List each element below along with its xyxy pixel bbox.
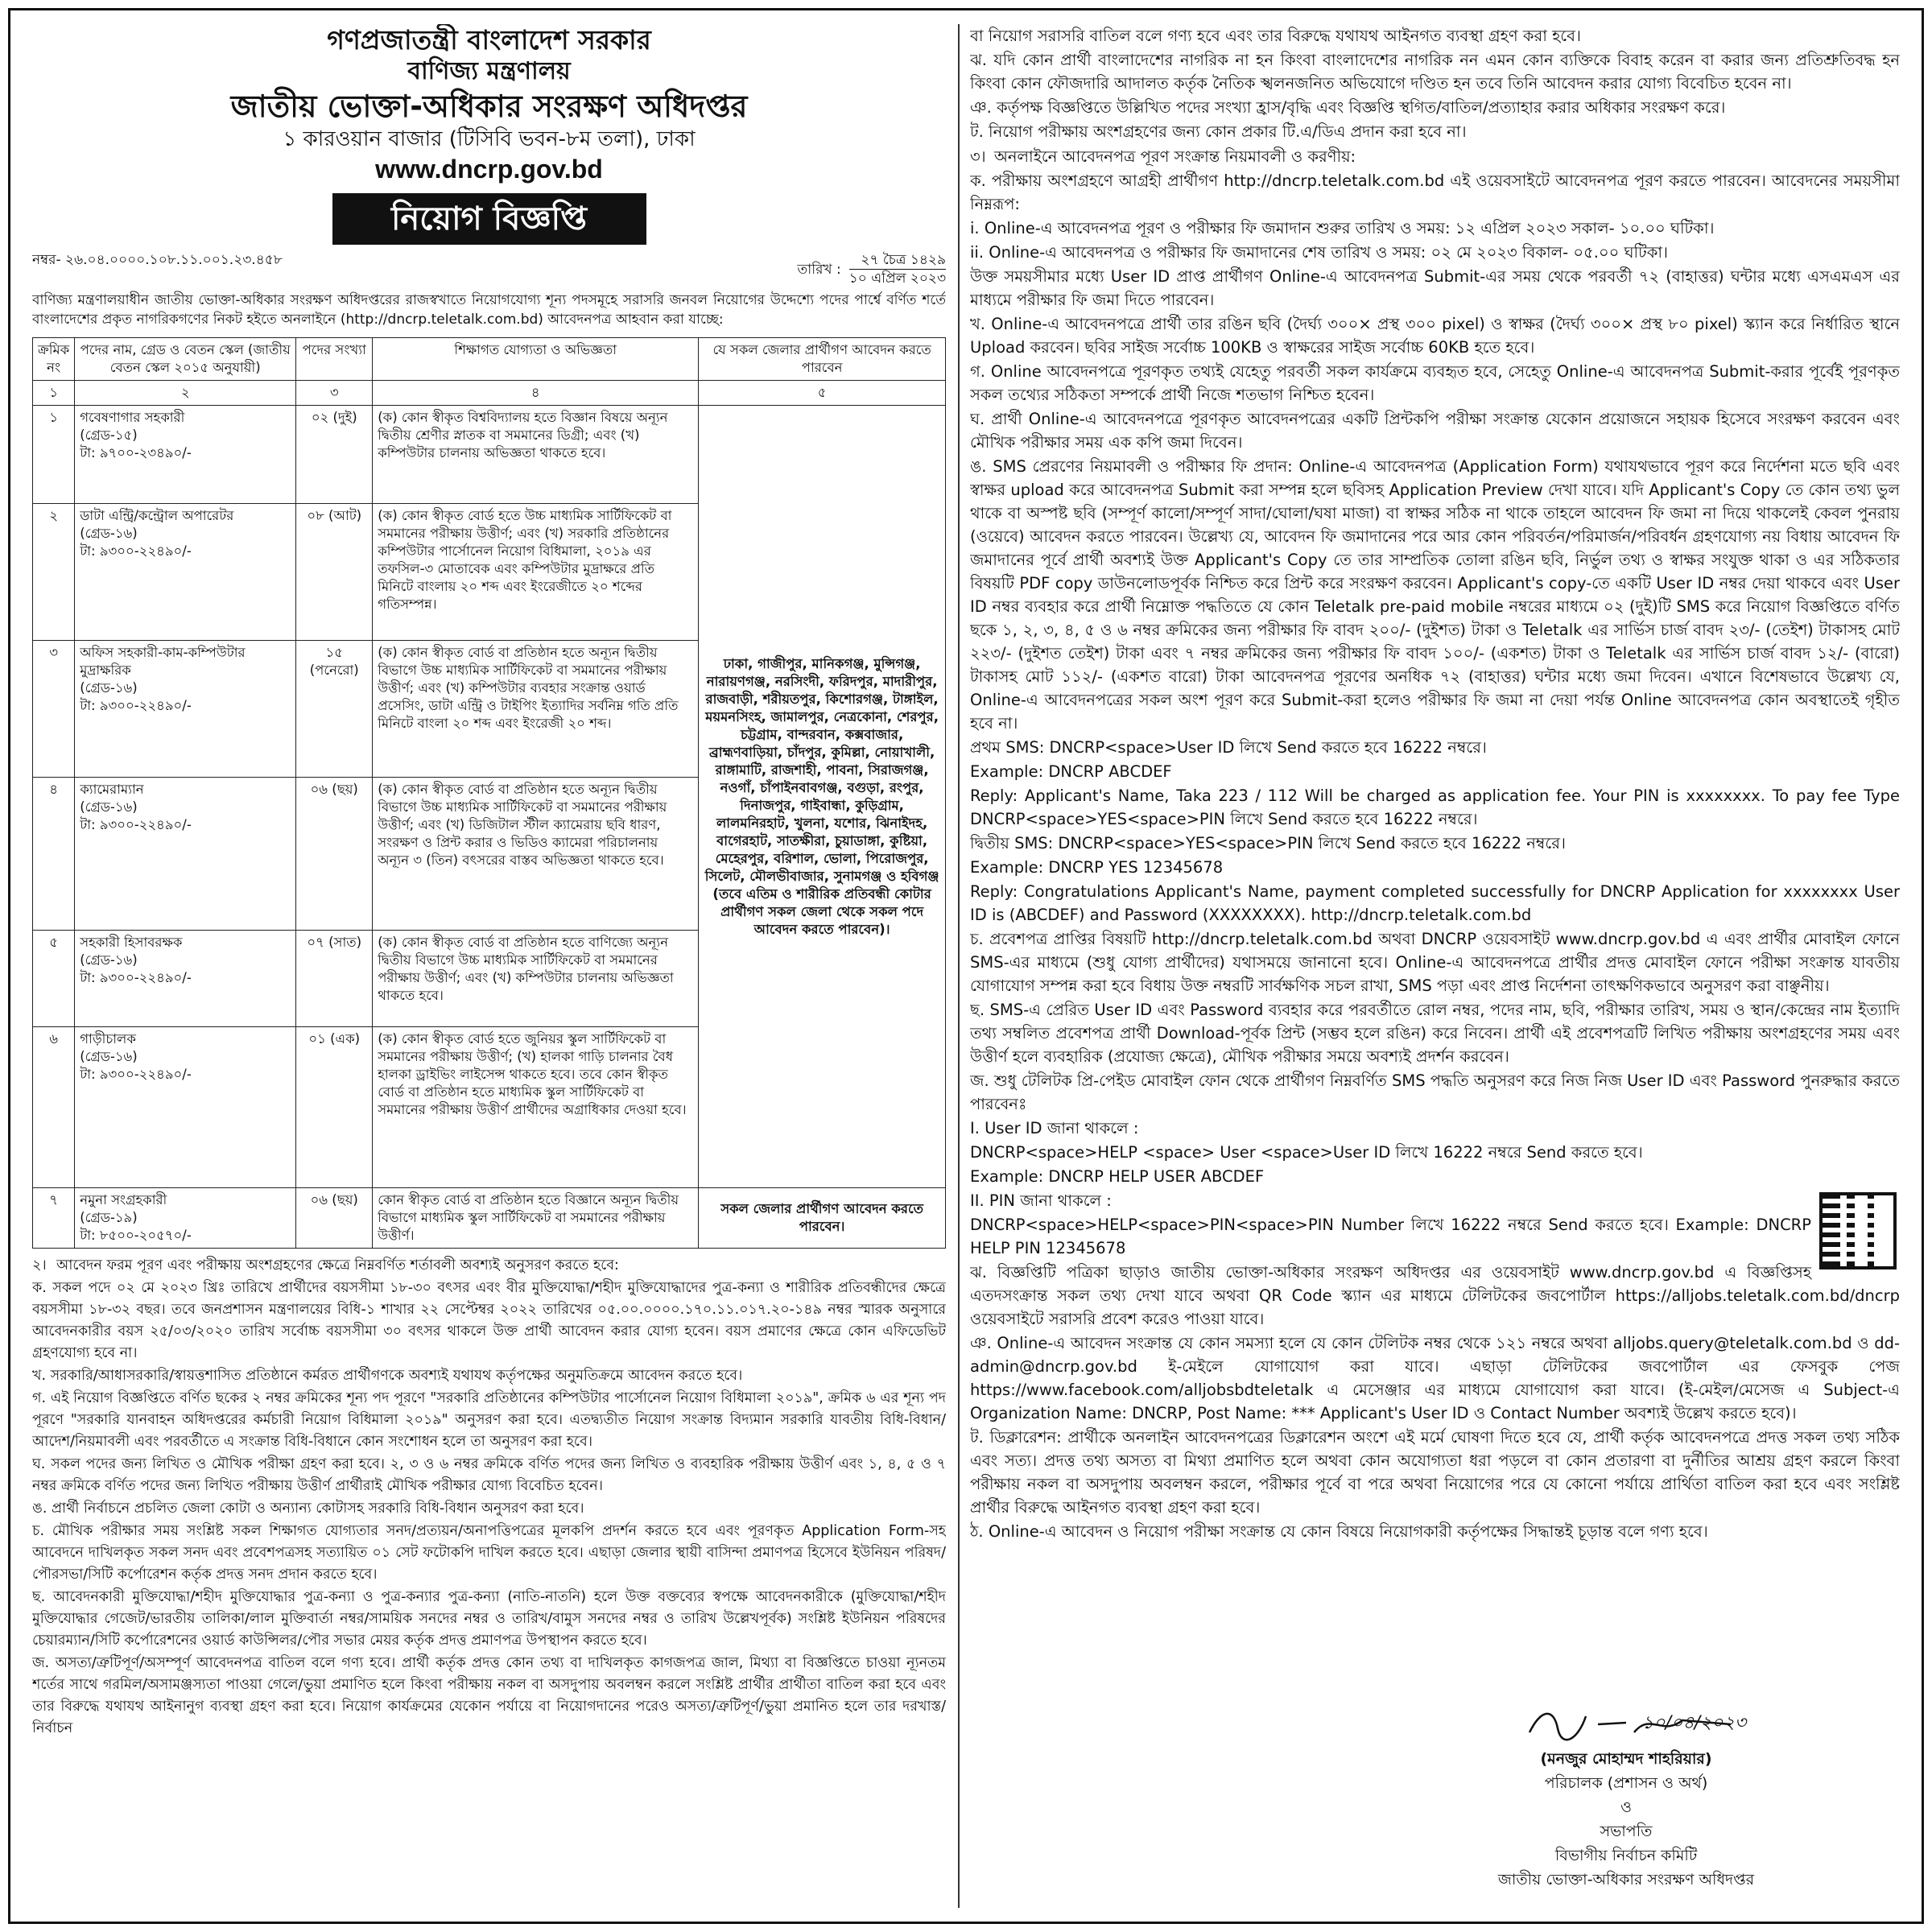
sms-reply: Reply: Congratulations Applicant's Name, payment completed successfully for DNCRP Application for xxxxxxxx User ID is (ABCDEF) and Password (XXXXXXXX). http://dncrp.teletalk.com.bd xyxy=(970,882,1900,924)
row-serial: ৬ xyxy=(33,1027,75,1188)
right-column xyxy=(970,24,1900,1908)
memo-number: নম্বর- ২৬.০৪.০০০০.১০৮.১১.০০১.২৩.৪৫৮ xyxy=(32,252,283,268)
gov-title: গণপ্রজাতন্ত্রী বাংলাদেশ সরকার xyxy=(327,24,651,56)
condition-item: বা নিয়োগ সরাসরি বাতিল বলে গণ্য হবে এবং তার বিরুদ্ধে যথাযথ আইনগত ব্যবস্থা গ্রহণ করা হবে। xyxy=(970,27,1581,45)
website: www.dncrp.gov.bd xyxy=(375,155,603,184)
th-post: পদের নাম, গ্রেড ও বেতন স্কেল (জাতীয় বেতন স্কেল ২০১৫ অনুযায়ী) xyxy=(75,338,296,381)
department-title: জাতীয় ভোক্তা-অধিকার সংরক্ষণ অধিদপ্তর xyxy=(230,89,748,124)
instruction-item: ছ. SMS-এ প্রেরিত User ID এবং Password ব্যবহার করে পরবর্তীতে রোল নম্বর, পদের নাম, ছবি, পরীক্ষার তারিখ, সময় ও স্থান/কেন্দ্রের নাম ইত্যাদি তথ্য সম্বলিত প্রবেশপত্র প্রার্থী Download-পূর্বক প্রিন্ট (সম্ভব হলে রঙিন) করে নিবেন। প্রার্থী এই প্রবেশপত্রটি লিখিত পরীক্ষায় অংশগ্রহণের সময় এবং উত্তীর্ণ হলে ব্যবহারিক (প্রযোজ্য ক্ষেত্রে), মৌখিক পরীক্ষার সময়ে অবশ্যই প্রদর্শন করবেন। xyxy=(970,1001,1900,1066)
sms-instruction: DNCRP<space>HELP<space>PIN<space>PIN Number লিখে 16222 নম্বরে Send করতে হবে। Example: DNCRP HELP PIN 12345678 xyxy=(970,1216,1811,1257)
condition-item: ঘ. সকল পদের জন্য লিখিত ও মৌখিক পরীক্ষা গ্রহণ করা হবে। ২, ৩ ও ৬ নম্বর ক্রমিকে বর্ণিত পদের জন্য লিখিত ও ব্যবহারিক পরীক্ষায় উত্তীর্ণ এবং ১, ৪, ৫ ও ৭ নম্বর ক্রমিকে বর্ণিত পদের জন্য লিখিত পরীক্ষায় উত্তীর্ণ প্রার্থীরাই মৌখিক পরীক্ষার যোগ্য বিবেচিত হবেন। xyxy=(32,1456,946,1494)
instruction-item: ঠ. Online-এ আবেদন ও নিয়োগ পরীক্ষা সংক্রান্ত যে কোন বিষয়ে নিয়োগকারী কর্তৃপক্ষের সিদ্ধান্তই চূড়ান্ত বলে গণ্য হবে। xyxy=(970,1522,1708,1541)
col-number: ৪ xyxy=(373,381,699,406)
instruction-item: জ. শুধু টেলিটক প্রি-পেইড মোবাইল ফোন থেকে প্রার্থীগণ নিম্নবর্ণিত SMS পদ্ধতি অনুসরণ করে নিজ নিজ User ID এবং Password পুনরুদ্ধার করতে পারবেনঃ xyxy=(970,1071,1900,1113)
section-3-title xyxy=(970,145,1900,168)
row-serial: ২ xyxy=(33,504,75,641)
post-grade: (গ্রেড-১৯) xyxy=(80,1210,138,1225)
col-number: ২ xyxy=(75,381,296,406)
condition-item: ছ. আবেদনকারী মুক্তিযোদ্ধা/শহীদ মুক্তিযোদ্ধার পুত্র-কন্যা ও পুত্র-কন্যার পুত্র-কন্যা (নাতি-নাতনি) হলে উক্ত বক্তব্যের স্বপক্ষে আবেদনকারীকে (মুক্তিযোদ্ধা/শহীদ মুক্তিযোদ্ধার গেজেট/ভারতীয় তালিকা/লাল মুক্তিবার্তা নম্বর/সাময়িক সনদের নম্বর ও তারিখ/বামুস সনদের নম্বর ও তারিখ উল্লেখপূর্বক) সংশ্লিষ্ট ইউনিয়ন পরিষদের চেয়ারম্যান/সিটি কর্পোরেশনের ওয়ার্ড কাউন্সিলর/পৌর সভার মেয়র কর্তৃক প্রদত্ত প্রমাণপত্র উপস্থাপন করতে হবে। xyxy=(32,1589,946,1649)
post-scale: টা: ৯৩০০-২২৪৯০/- xyxy=(80,970,192,985)
row-serial: ৫ xyxy=(33,931,75,1027)
instruction-item: চ. প্রবেশপত্র প্রাপ্তির বিষয়টি http://dncrp.teletalk.com.bd অথবা DNCRP ওয়েবসাইট www.dncrp.gov.bd এ এবং প্রার্থীর মোবাইল ফোনে SMS-এর মাধ্যমে (শুধু যোগ্য প্রার্থীদের) যথাসময়ে জানানো হবে। Online-এ আবেদনপত্রে প্রার্থীর প্রদত্ত মোবাইল ফোনে পরীক্ষা সংক্রান্ত যাবতীয় যোগাযোগ সম্পন্ন করা হবে বিধায় উক্ত নম্বরটি সার্বক্ষণিক সচল রাখা, SMS পড়া এবং প্রাপ্ত নির্দেশনা তাৎক্ষণিকভাবে অনুসরণ করা বাঞ্ছনীয়। xyxy=(970,930,1900,995)
instruction-item: ঞ. Online-এ আবেদন সংক্রান্ত যে কোন সমস্যা হলে যে কোন টেলিটক নম্বর থেকে ১২১ নম্বরে অথবা alljobs.query@teletalk.com.bd ও dd-admin@dncrp.gov.bd ই-মেইলে যোগাযোগ করা যাবে। এছাড়া টেলিটকের জবপোর্টাল এর ফেসবুক পেজ https://www.facebook.com/alljobsbdteletalk এ মেসেঞ্জার এর মাধ্যমে যোগাযোগ করা যাবে। (ই-মেইল/মেসেজ এ Subject-এ Organization Name: DNCRP, Post Name: *** Applicant's User ID ও Contact Number অবশ্যই উল্লেখ করতে হবে)। xyxy=(970,1334,1900,1422)
address: ১ কারওয়ান বাজার (টিসিবি ভবন-৮ম তলা), ঢাকা xyxy=(283,127,696,151)
post-name: অফিস সহকারী-কাম-কম্পিউটার মুদ্রাক্ষরিক xyxy=(80,645,246,678)
row-serial: ১ xyxy=(33,406,75,504)
row-count: ০১ (এক) xyxy=(296,1027,373,1188)
row-qualification: (ক) কোন স্বীকৃত বোর্ড বা প্রতিষ্ঠান হতে বাণিজ্যে অন্যূন দ্বিতীয় বিভাগে উচ্চ মাধ্যমিক সার্টিফিকেট বা সমমানের পরীক্ষায় উত্তীর্ণ; এবং (খ) কম্পিউটার চালনায় অভিজ্ঞতা থাকতে হবে। xyxy=(373,931,699,1027)
row-serial: ৭ xyxy=(33,1188,75,1249)
table-row xyxy=(33,1188,946,1249)
row-post xyxy=(75,931,296,1027)
condition-item: ঞ. কর্তৃপক্ষ বিজ্ঞপ্তিতে উল্লিখিত পদের সংখ্যা হ্রাস/বৃদ্ধি এবং বিজ্ঞপ্তি স্থগিত/বাতিল/প্রত্যাহার করার অধিকার সংরক্ষণ করে। xyxy=(970,98,1726,117)
sms-example: Example: DNCRP HELP USER ABCDEF xyxy=(970,1167,1265,1186)
signature-block xyxy=(1401,1700,1852,1892)
date-english: ১০ এপ্রিল ২০২৩ xyxy=(848,270,946,287)
condition-item: গ. এই নিয়োগ বিজ্ঞপ্তিতে বর্ণিত ছকের ২ নম্বর ক্রমিকের শূন্য পদ পূরণে "সরকারি প্রতিষ্ঠানের কম্পিউটার পার্সোনেল নিয়োগ বিধিমালা ২০১৯", ক্রমিক ৬ এর শূন্য পদ পূরণে "সরকারি যানবাহন অধিদপ্তরের কর্মচারী নিয়োগ বিধিমালা ২০১৯" অনুসরণ করা হবে। এতদ্ব্যতীত নিয়োগ সংক্রান্ত বিদ্যমান সরকারি যাবতীয় বিধি-বিধান/আদেশ/নিয়মাবলী এবং পরবর্তীতে এ সংক্রান্ত বিধি-বিধানে কোন সংশোধন হলে তা অনুসরণ করা হবে। xyxy=(32,1390,946,1450)
qr-code-icon[interactable] xyxy=(1819,1192,1897,1269)
condition-item: জ. অসত্য/ত্রুটিপূর্ণ/অসম্পূর্ণ আবেদনপত্র বাতিল বলে গণ্য হবে। প্রার্থী কর্তৃক প্রদত্ত কোন তথ্য বা দাখিলকৃত কাগজপত্র জাল, মিথ্যা বা বিজ্ঞপ্তিতে চাওয়া ন্যূনতম শর্তের সাথে গরমিল/অসামঞ্জস্যতা পাওয়া গেলে/ভুয়া প্রমাণিত হলে কিংবা পরীক্ষায় নকল বা অসদুপায় অবলম্বন করলে সংশ্লিষ্ট প্রার্থীর প্রার্থীতা বাতিল করা হবে এবং তার বিরুদ্ধে যথাযথ আইনানুগ ব্যবস্থা গ্রহণ করা হবে। নিয়োগ কার্যক্রমের যেকোন পর্যায়ে বা নিয়োগদানের পরেও অসত্য/ত্রুটিপূর্ণ/ভুয়া প্রমানিত হলে তার দরখাস্ত/নির্বাচন xyxy=(32,1655,946,1736)
ministry-title: বাণিজ্য মন্ত্রণালয় xyxy=(407,57,571,85)
instruction-item: গ. Online আবেদনপত্রে পূরণকৃত তথ্যই যেহেতু পরবর্তী সকল কার্যক্রমে ব্যবহৃত হবে, সেহেতু Online-এ আবেদনপত্র Submit-করার পূর্বেই পূরণকৃত সকল তথ্যের সঠিকতা সম্পর্কে প্রার্থী নিজে শতভাগ নিশ্চিত হবেন। xyxy=(970,362,1900,404)
sms-reply: Reply: Applicant's Name, Taka 223 / 112 Will be charged as application fee. Your PIN is xxxxxxxx. To pay fee Type DNCRP<space>YES<space>PIN লিখে Send করতে হবে 16222 নম্বরে। xyxy=(970,786,1900,828)
instruction-item: খ. Online-এ আবেদনপত্রে প্রার্থী তার রঙিন ছবি (দৈর্ঘ্য ৩০০× প্রস্থ ৩০০ pixel) ও স্বাক্ষর (দৈর্ঘ্য ৩০০× প্রস্থ ৮০ pixel) স্ক্যান করে নির্ধারিত স্থানে Upload করবেন। ছবির সাইজ সর্বোচ্চ 100KB ও স্বাক্ষরের সাইজ সর্বোচ্চ 60KB হতে হবে। xyxy=(970,315,1900,357)
post-scale: টা: ৯৩০০-২২৪৯০/- xyxy=(80,1067,192,1082)
row-qualification: (ক) কোন স্বীকৃত বোর্ড হতে উচ্চ মাধ্যমিক সার্টিফিকেট বা সমমানের পরীক্ষায় উত্তীর্ণ; এবং (খ) সরকারি প্রতিষ্ঠানের কম্পিউটার পার্সোনেল নিয়োগ বিধিমালা, ২০১৯ এর তফসিল-৩ মোতাবেক এবং কম্পিউটার মুদ্রাক্ষরে প্রতি মিনিটে বাংলায় ২০ শব্দ এবং ইংরেজীতে ২০ শব্দের গতিসম্পন্ন। xyxy=(373,504,699,641)
th-qualification: শিক্ষাগত যোগ্যতা ও অভিজ্ঞতা xyxy=(373,338,699,381)
condition-item: ঙ. প্রার্থী নির্বাচনে প্রচলিত জেলা কোটা ও অন্যান্য কোটাসহ সরকারি বিধি-বিধান অনুসরণ করা হবে। xyxy=(32,1501,584,1517)
row-post xyxy=(75,406,296,504)
date-block xyxy=(798,251,946,287)
all-districts-cell: সকল জেলার প্রার্থীগণ আবেদন করতে পারবেন। xyxy=(699,1188,946,1249)
condition-item: ঝ. যদি কোন প্রার্থী বাংলাদেশের নাগরিক না হন কিংবা বাংলাদেশের নাগরিক নন এমন কোন ব্যক্তিকে বিবাহ করেন বা করার জন্য প্রতিশ্রুতিবদ্ধ হন কিংবা কোন ফৌজদারি আদালত কর্তৃক নৈতিক স্খলনজনিত অভিযোগে দণ্ডিত হন তবে তিনি আবেদন করার যোগ্য বিবেচিত হবেন না। xyxy=(970,51,1900,93)
table-row xyxy=(33,406,946,504)
recovery-heading: II. PIN জানা থাকলে : xyxy=(970,1191,1112,1210)
row-qualification: (ক) কোন স্বীকৃত বোর্ড বা প্রতিষ্ঠান হতে অন্যূন দ্বিতীয় বিভাগে উচ্চ মাধ্যমিক সার্টিফিকেট বা সমমানের পরীক্ষায় উত্তীর্ণ; এবং (খ) কম্পিউটার ব্যবহার সংক্রান্ত ওয়ার্ড প্রসেসিং, ডাটা এন্ট্রি ও টাইপিং ইত্যাদির সর্বনিম্ন গতি প্রতি মিনিটে বাংলা ২০ শব্দ এবং ইংরেজী ২০ শব্দ। xyxy=(373,641,699,778)
th-count: পদের সংখ্যা xyxy=(296,338,373,381)
table-number-row xyxy=(33,381,946,406)
sms-example: Example: DNCRP ABCDEF xyxy=(970,762,1172,781)
vacancy-table xyxy=(32,337,946,1249)
post-name: গবেষণাগার সহকারী xyxy=(80,410,185,425)
column-divider xyxy=(958,24,960,1908)
condition-item: ক. সকল পদে ০২ মে ২০২৩ খ্রিঃ তারিখে প্রার্থীদের বয়সসীমা ১৮-৩০ বৎসর এবং বীর মুক্তিযোদ্ধা/শহীদ মুক্তিযোদ্ধাদের পুত্র-কন্যা ও শারীরিক প্রতিবন্ধীদের ক্ষেত্রে বয়সসীমা ১৮-৩২ বছর। তবে জনপ্রশাসন মন্ত্রণালয়ের বিধি-১ শাখার ২২ সেপ্টেম্বর ২০২২ তারিখের ০৫.০০.০০০০.১৭০.১১.০১৭.২০-১৪৯ নম্বর স্মারক অনুসারে আবেদনকারীর বয়স ২৫/০৩/২০২০ তারিখ সর্বোচ্চ বয়সসীমা ৩০ বৎসর থাকলে উক্ত প্রার্থী আবেদন করার যোগ্য হবেন। বয়স প্রমাণের ক্ষেত্রে কোন এফিডেভিট গ্রহণযোগ্য হবে না। xyxy=(32,1280,946,1361)
dates xyxy=(849,251,946,287)
instruction-item: ii. Online-এ আবেদনপত্র ও পরীক্ষার ফি জমাদানের শেষ তারিখ ও সময়: ০২ মে ২০২৩ বিকাল- ০৫.০০ ঘটিকা। xyxy=(970,243,1669,262)
recovery-heading: I. User ID জানা থাকলে : xyxy=(970,1119,1139,1137)
row-qualification: (ক) কোন স্বীকৃত বোর্ড বা প্রতিষ্ঠান হতে অন্যূন দ্বিতীয় বিভাগে উচ্চ মাধ্যমিক সার্টিফিকেট বা সমমানের পরীক্ষায় উত্তীর্ণ; এবং (খ) ডিজিটাল স্টীল ক্যামেরায় ছবি ধারণ, সংরক্ষণ ও প্রিন্ট করার ও ভিডিও ক্যামেরা পরিচালনায় অন্যূন ৩ (তিন) বৎসরের বাস্তব অভিজ্ঞতা থাকতে হবে। xyxy=(373,778,699,931)
row-count: ০৬ (ছয়) xyxy=(296,1188,373,1249)
th-districts: যে সকল জেলার প্রার্থীগণ আবেদন করতে পারবেন xyxy=(699,338,946,381)
row-count: ১৫ (পনেরো) xyxy=(296,641,373,778)
row-post xyxy=(75,1188,296,1249)
organization-name: জাতীয় ভোক্তা-অধিকার সংরক্ষণ অধিদপ্তর xyxy=(1497,1871,1755,1889)
row-serial: ৪ xyxy=(33,778,75,931)
post-name: নমুনা সংগ্রহকারী xyxy=(80,1192,167,1208)
col-number: ৩ xyxy=(296,381,373,406)
row-count: ০৮ (আট) xyxy=(296,504,373,641)
instruction-item: ঘ. প্রার্থী Online-এ আবেদনপত্রে পূরণকৃত আবেদনপত্রের একটি প্রিন্টকপি পরীক্ষা সংক্রান্ত যেকোন প্রয়োজনে সহায়ক হিসেবে সংরক্ষণ করবেন এবং মৌখিক পরীক্ষার সময় এক কপি জমা দিবেন। xyxy=(970,410,1900,452)
post-scale: টা: ৮৫০০-২০৫৭০/- xyxy=(80,1228,192,1243)
signatory-role: সভাপতি xyxy=(1600,1823,1653,1840)
row-count: ০৭ (সাত) xyxy=(296,931,373,1027)
section-title: আবেদন ফরম পূরণ এবং পরীক্ষায় অংশগ্রহণের ক্ষেত্রে নিম্নবর্ণিত শর্তাবলী অবশ্যই অনুসরণ করতে হবে: xyxy=(56,1257,619,1274)
section-2-title xyxy=(32,1255,946,1277)
date-label: তারিখ : xyxy=(797,261,841,278)
post-grade: (গ্রেড-১৫) xyxy=(80,427,138,443)
condition-item: চ. মৌখিক পরীক্ষার সময় সংশ্লিষ্ট সকল শিক্ষাগত যোগ্যতার সনদ/প্রত্যয়ন/অনাপত্তিপত্রের মূলকপি প্রদর্শন করতে হবে এবং পূরণকৃত Application Form-সহ আবেদনে দাখিলকৃত সকল সনদ এবং প্রবেশপত্রসহ সত্যায়িত ০১ সেট ফটোকপি দাখিল করতে হবে। এছাড়া জেলার স্থায়ী বাসিন্দা প্রমাণপত্র হিসেবে ইউনিয়ন পরিষদ/পৌরসভা/সিটি কর্পোরেশন কর্তৃক প্রদত্ত সনদ প্রদান করতে হবে। xyxy=(32,1523,946,1583)
post-name: সহকারী হিসাবরক্ষক xyxy=(80,935,183,950)
post-scale: টা: ৯৩০০-২২৪৯০/- xyxy=(80,543,192,559)
post-grade: (গ্রেড-১৬) xyxy=(80,526,138,541)
post-grade: (গ্রেড-১৬) xyxy=(80,680,138,696)
instruction-item: ঙ. SMS প্রেরণের নিয়মাবলী ও পরীক্ষার ফি প্রদান: Online-এ আবেদনপত্র (Application Form) যথাযথভাবে পূরণ করে নির্দেশনা মতে ছবি এবং স্বাক্ষর upload করে আবেদনপত্র Submit করা সম্পন্ন হলে ছবিসহ Application Preview দেখা যাবে। যদি Applicant's Copy তে কোন তথ্য ভুল থাকে বা অস্পষ্ট ছবি (সম্পূর্ণ কালো/সম্পূর্ণ সাদা/ঘোলা/ঘষা মাজা) বা স্বাক্ষর সঠিক না থাকে তাহলে আবেদন ফি জমা না দিয়ে থাকলেই কেবল পুনরায় (ওয়েবে) আবেদন করতে পারবেন। উল্লেখ্য যে, আবেদন ফি জমাদানের পরে আর কোন পরিবর্তন/পরিমার্জন/পরিবর্ধন গ্রহণযোগ্য নয় বিধায় আবেদন ফি জমাদানের পূর্বে প্রার্থী অবশ্যই উক্ত Applicant's Copy তে তার সাম্প্রতিক তোলা রঙিন ছবি, নির্ভুল তথ্য ও স্বাক্ষর সংযুক্ত থাকা ও এর সঠিকতার বিষয়টি PDF copy ডাউনলোডপূর্বক নিশ্চিত করে প্রিন্ট করে সংরক্ষণ করবেন। Applicant's copy-তে একটি User ID নম্বর দেয়া থাকবে এবং User ID নম্বর ব্যবহার করে প্রার্থী নিম্নোক্ত পদ্ধতিতে যে কোন Teletalk pre-paid mobile নম্বরের মাধ্যমে ০২ (দুই)টি SMS করে নিয়োগ বিজ্ঞপ্তিতে বর্ণিত ছকে ১, ২, ৩, ৪, ৫ ও ৬ নম্বর ক্রমিকের জন্য পরীক্ষার ফি বাবদ ২০০/- (দুইশত) টাকা ও Teletalk এর সার্ভিস চার্জ বাবদ ২৩/- (তেইশ) টাকাসহ মোট ২২৩/- (দুইশত তেইশ) টাকা এবং ৭ নম্বর ক্রমিকের জন্য পরীক্ষার ফি বাবদ ১০০/- (একশত) টাকা ও Teletalk এর সার্ভিস চার্জ বাবদ ১২/- (বারো) টাকাসহ মোট ১১২/- (একশত বারো) টাকা আবেদনপত্র পূরণের অনধিক ৭২ (বাহাত্তর) ঘন্টার মধ্যে জমা দিবেন। এখানে বিশেষভাবে উল্লেখ্য যে, Online-এ আবেদনপত্রের সকল অংশ পূরণ করে Submit-করা হলেও পরীক্ষার ফি জমা না দেয়া পর্যন্ত Online আবেদনপত্র কোন অবস্থাতেই গৃহীত হবে না। xyxy=(970,457,1900,733)
post-grade: (গ্রেড-১৬) xyxy=(80,799,138,815)
date-bangla: ২৭ চৈত্র ১৪২৯ xyxy=(849,251,946,270)
section-number: ৩। xyxy=(970,147,986,166)
signature-date: ১০/০৪/২০২৩ xyxy=(1642,1713,1747,1733)
memo-row xyxy=(32,251,946,287)
row-post xyxy=(75,504,296,641)
post-scale: টা: ৯৩০০-২২৪৯০/- xyxy=(80,698,192,713)
row-qualification: (ক) কোন স্বীকৃত বিশ্ববিদ্যালয় হতে বিজ্ঞান বিষয়ে অন্যূন দ্বিতীয় শ্রেণীর স্নাতক বা সমমানের ডিগ্রী; এবং (খ) কম্পিউটার চালনায় অভিজ্ঞতা থাকতে হবে। xyxy=(373,406,699,504)
row-count: ০৬ (ছয়) xyxy=(296,778,373,931)
instruction-item: ঝ. বিজ্ঞপ্তিটি পত্রিকা ছাড়াও জাতীয় ভোক্তা-অধিকার সংরক্ষণ অধিদপ্তর এর ওয়েবসাইট www.dncrp.gov.bd এ বিজ্ঞপ্তিসহ এতদসংক্রান্ত সকল তথ্য দেখা যাবে অথবা QR Code স্ক্যান এর মাধ্যমে টেলিটকের জবপোর্টাল https://alljobs.teletalk.com.bd/dncrp ওয়েবসাইটে সরাসরি প্রবেশ করেও পাওয়া যাবে। xyxy=(970,1263,1900,1328)
sms-instruction: DNCRP<space>HELP <space> User <space>User ID লিখে 16222 নম্বরে Send করতে হবে। xyxy=(970,1143,1643,1162)
post-name: গাড়ীচালক xyxy=(80,1031,136,1046)
sms-instruction: প্রথম SMS: DNCRP<space>User ID লিখে Send করতে হবে 16222 নম্বরে। xyxy=(970,738,1487,757)
section-3 xyxy=(970,145,1900,1543)
post-scale: টা: ৯৩০০-২২৪৯০/- xyxy=(80,817,192,832)
conjunction: ও xyxy=(1620,1798,1632,1816)
condition-item: খ. সরকারি/আধাসরকারি/স্বায়ত্তশাসিত প্রতিষ্ঠানে কর্মরত প্রার্থীগণকে অবশ্যই যথাযথ কর্তৃপক্ষের অনুমতিক্রমে আবেদন করতে হবে। xyxy=(32,1368,743,1384)
instruction-item: ক. পরীক্ষায় অংশগ্রহণে আগ্রহী প্রার্থীগণ http://dncrp.teletalk.com.bd এই ওয়েবসাইটে আবেদনপত্র পূরণ করতে পারবেন। আবেদনের সময়সীমা নিম্নরূপ: xyxy=(970,171,1900,213)
post-name: ডাটা এন্ট্রি/কন্ট্রোল অপারেটর xyxy=(80,508,234,523)
signature-area xyxy=(1401,1700,1852,1747)
section-2 xyxy=(32,1255,946,1740)
row-post xyxy=(75,1027,296,1188)
qr-pattern xyxy=(1823,1195,1893,1266)
section-number: ২। xyxy=(32,1257,47,1274)
signatory-name: (মনজুর মোহাম্মদ শাহরিয়ার) xyxy=(1540,1750,1712,1768)
row-qualification: (ক) কোন স্বীকৃত বোর্ড হতে জুনিয়র স্কুল সার্টিফিকেট বা সমমানের পরীক্ষায় উত্তীর্ণ; (খ) হালকা গাড়ি চালনার বৈধ হালকা ড্রাইভিং লাইসেন্স থাকতে হবে। তবে কোন স্বীকৃত বোর্ড বা প্রতিষ্ঠান হতে মাধ্যমিক স্কুল সার্টিফিকেট বা সমমানের পরীক্ষায় উত্তীর্ণ প্রার্থীদের অগ্রাধিকার দেওয়া হবে। xyxy=(373,1027,699,1188)
districts-cell: ঢাকা, গাজীপুর, মানিকগঞ্জ, মুন্সিগঞ্জ, নারায়ণগঞ্জ, নরসিংদী, ফরিদপুর, মাদারীপুর, রাজবাড়ী, শরীয়তপুর, কিশোরগঞ্জ, টাঙ্গাইল, ময়মনসিংহ, জামালপুর, নেত্রকোনা, শেরপুর, চট্টগ্রাম, বান্দরবান, কক্সবাজার, ব্রাহ্মণবাড়িয়া, চাঁদপুর, কুমিল্লা, নোয়াখালী, রাঙ্গামাটি, রাজশাহী, পাবনা, সিরাজগঞ্জ, নওগাঁ, চাঁপাইনবাবগঞ্জ, বগুড়া, রংপুর, দিনাজপুর, গাইবান্ধা, কুড়িগ্রাম, লালমনিরহাট, খুলনা, যশোর, ঝিনাইদহ, বাগেরহাট, সাতক্ষীরা, চুয়াডাঙ্গা, কুষ্টিয়া, মেহেরপুর, বরিশাল, ভোলা, পিরোজপুর, সিলেট, মৌলভীবাজার, সুনামগঞ্জ ও হবিগঞ্জ (তবে এতিম ও শারীরিক প্রতিবন্ধী কোটার প্রার্থীগণ সকল জেলা থেকে সকল পদে আবেদন করতে পারবেন)। xyxy=(699,406,946,1188)
condition-item: ট. নিয়োগ পরীক্ষায় অংশগ্রহণের জন্য কোন প্রকার টি.এ/ডিএ প্রদান করা হবে না। xyxy=(970,122,1467,141)
instruction-item: i. Online-এ আবেদনপত্র পূরণ ও পরীক্ষার ফি জমাদান শুরুর তারিখ ও সময়: ১২ এপ্রিল ২০২৩ সকাল- ১০.০০ ঘটিকা। xyxy=(970,219,1715,237)
th-serial: ক্রমিক নং xyxy=(33,338,75,381)
post-grade: (গ্রেড-১৬) xyxy=(80,1049,138,1064)
sms-instruction: দ্বিতীয় SMS: DNCRP<space>YES<space>PIN লিখে Send করতে হবে 16222 নম্বরে। xyxy=(970,834,1566,852)
left-column xyxy=(32,24,946,1908)
section-title: অনলাইনে আবেদনপত্র পূরণ সংক্রান্ত নিয়মাবলী ও করণীয়: xyxy=(994,147,1356,166)
intro-paragraph: বাণিজ্য মন্ত্রণালয়াধীন জাতীয় ভোক্তা-অধিকার সংরক্ষণ অধিদপ্তরের রাজস্বখাতে নিয়োগযোগ্য শূন্য পদসমূহে সরাসরি জনবল নিয়োগের উদ্দেশ্যে পদের পার্শ্বে বর্ণিত শর্তে বাংলাদেশের প্রকৃত নাগরিকগণের নিকট হইতে অনলাইনে (http://dncrp.teletalk.com.bd) আবেদনপত্র আহবান করা যাচ্ছে: xyxy=(32,292,946,328)
post-grade: (গ্রেড-১৬) xyxy=(80,952,138,968)
instruction-item: ট. ডিক্লারেশন: প্রার্থীকে অনলাইন আবেদনপত্রের ডিক্লারেশন অংশে এই মর্মে ঘোষণা দিতে হবে যে, প্রার্থী কর্তৃক আবেদনপত্রে প্রদত্ত সকল তথ্য সঠিক এবং সত্য। প্রদত্ত তথ্য অসত্য বা মিথ্যা প্রমাণিত হলে অথবা কোন অযোগ্যতা ধরা পড়লে বা কোন প্রতারণা বা দুর্নীতির আশ্রয় গ্রহণ করলে কিংবা পরীক্ষায় নকল বা অসদুপায় অবলম্বন করলে, পরীক্ষার পূর্বে বা পরে অথবা নিয়োগের পরে যে কোনো পর্যায়ে প্রার্থিতা বাতিল করা হবে এবং সংশ্লিষ্ট প্রার্থীর বিরুদ্ধে আইনগত ব্যবস্থা গ্রহণ করা হবে। xyxy=(970,1428,1900,1517)
section-2-continued xyxy=(970,24,1900,143)
row-qualification: কোন স্বীকৃত বোর্ড বা প্রতিষ্ঠান হতে বিজ্ঞানে অন্যূন দ্বিতীয় বিভাগে মাধ্যমিক স্কুল সার্টিফিকেট বা সমমানের পরীক্ষায় উত্তীর্ণ। xyxy=(373,1188,699,1249)
row-serial: ৩ xyxy=(33,641,75,778)
row-post xyxy=(75,641,296,778)
post-name: ক্যামেরাম্যান xyxy=(80,782,144,797)
sms-example: Example: DNCRP YES 12345678 xyxy=(970,858,1224,877)
col-number: ১ xyxy=(33,381,75,406)
row-post xyxy=(75,778,296,931)
signatory-designation: পরিচালক (প্রশাসন ও অর্থ) xyxy=(1544,1774,1708,1792)
instruction-item: উক্ত সময়সীমার মধ্যে User ID প্রাপ্ত প্রার্থীগণ Online-এ আবেদনপত্র Submit-এর সময় থেকে পরবর্তী ৭২ (বাহাত্তর) ঘন্টার মধ্যে এসএমএস এর মাধ্যমে পরীক্ষার ফি জমা দিতে পারবেন। xyxy=(970,267,1900,309)
col-number: ৫ xyxy=(699,381,946,406)
table-header-row xyxy=(33,338,946,381)
notice-banner: নিয়োগ বিজ্ঞপ্তি xyxy=(332,193,646,245)
committee-name: বিভাগীয় নির্বাচন কমিটি xyxy=(1554,1847,1698,1864)
post-scale: টা: ৯৭০০-২৩৪৯০/- xyxy=(80,445,192,460)
row-count: ০২ (দুই) xyxy=(296,406,373,504)
